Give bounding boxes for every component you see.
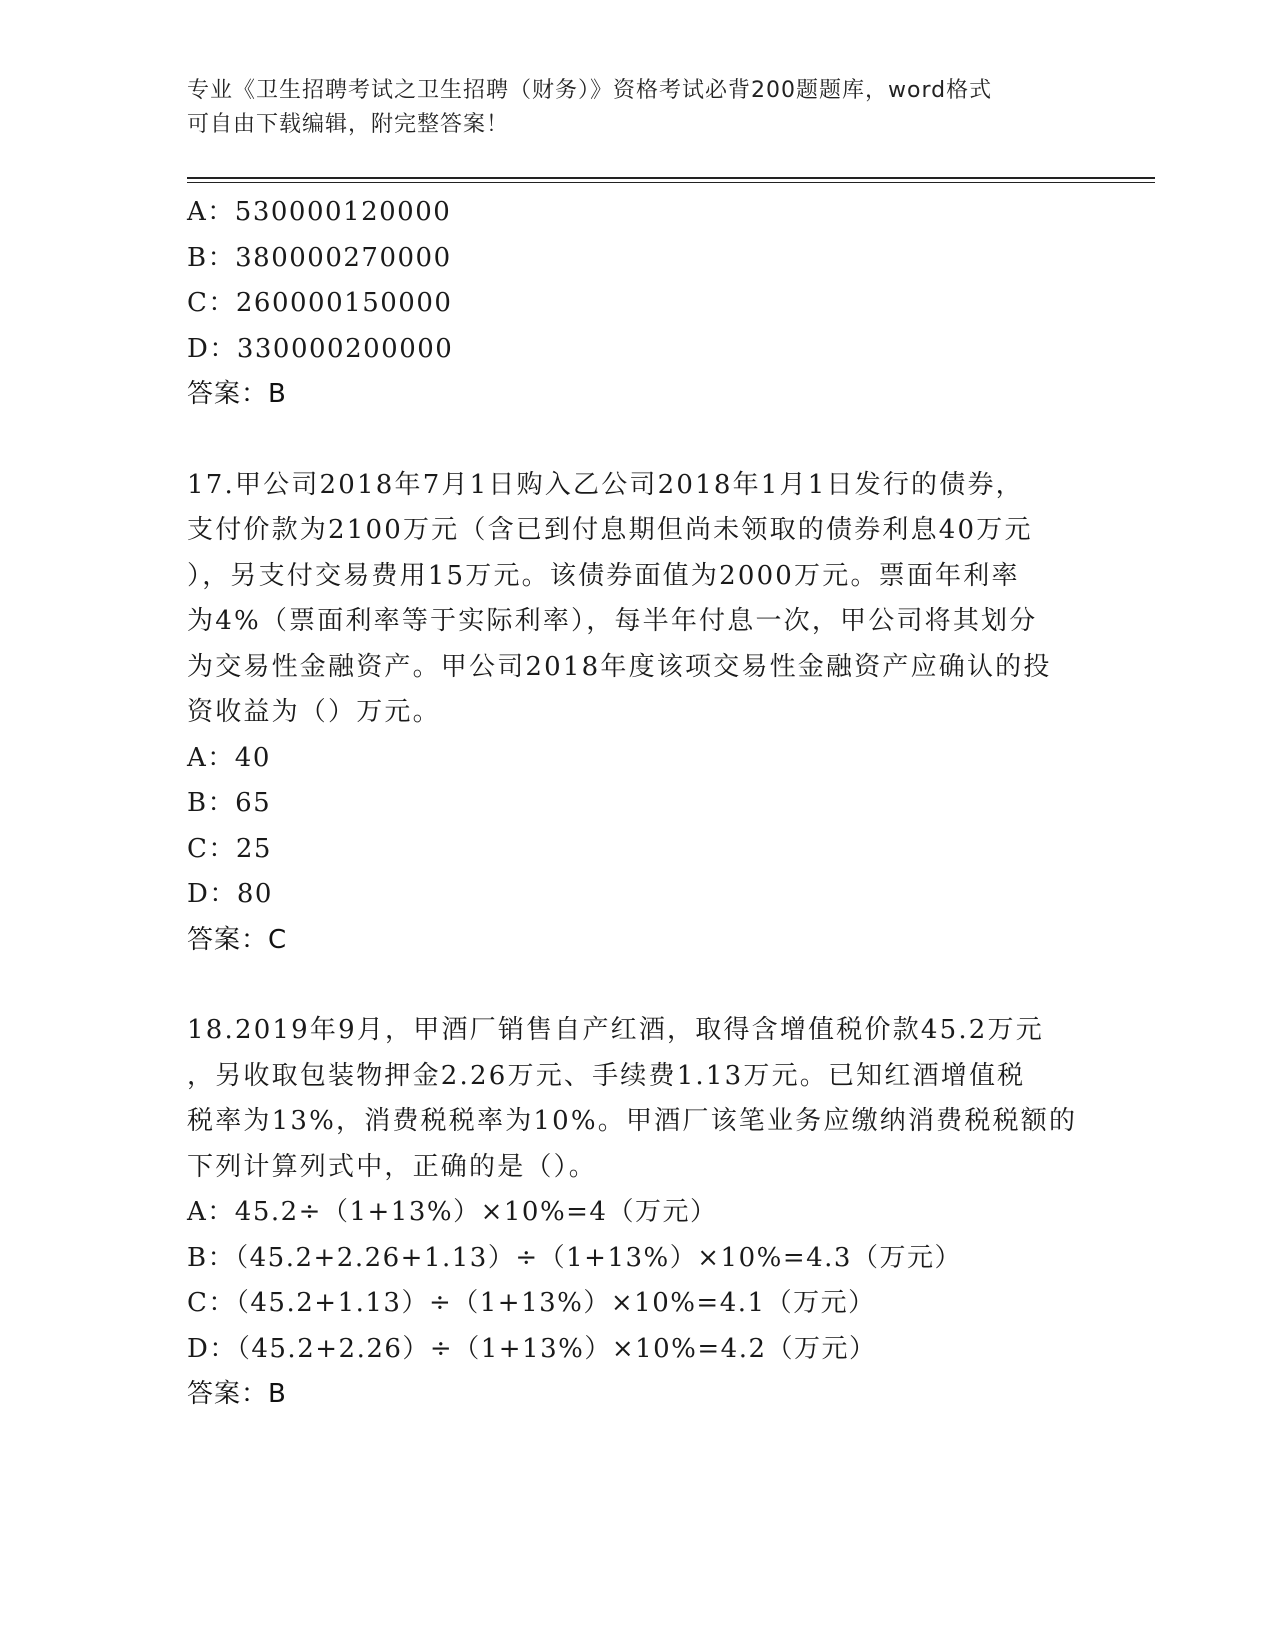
answer-label: 答案：C — [187, 924, 288, 955]
question-text-line: 资收益为（）万元。 — [187, 697, 441, 727]
page-header — [187, 74, 1067, 142]
option-c: C：25 — [187, 833, 272, 864]
option-d: D：（45.2+2.26）÷（1+13%）×10%=4.2（万元） — [187, 1333, 877, 1364]
question-text-line: 为交易性金融资产。甲公司2018年度该项交易性金融资产应确认的投 — [187, 651, 1052, 682]
question-text-line: 为4%（票面利率等于实际利率），每半年付息一次，甲公司将其划分 — [187, 606, 1038, 636]
option-d: D：330000200000 — [187, 333, 454, 364]
option-d: D：80 — [187, 879, 273, 909]
question-text-line: 18.2019年9月，甲酒厂销售自产红酒，取得含增值税价款45.2万元 — [187, 1015, 1044, 1045]
option-b: B：65 — [187, 788, 272, 818]
question-text-line: ），另支付交易费用15万元。该债券面值为2000万元。票面年利率 — [187, 560, 1020, 591]
question-text-line: 17.甲公司2018年7月1日购入乙公司2018年1月1日发行的债券， — [187, 469, 1024, 500]
question-text-line: 税率为13%，消费税税率为10%。甲酒厂该笔业务应缴纳消费税税额的 — [187, 1106, 1078, 1136]
question-17 — [187, 463, 1087, 964]
header-title-line-1: 专业《卫生招聘考试之卫生招聘（财务）》资格考试必背200题题库，word格式 — [187, 78, 993, 103]
answer-label: 答案：B — [187, 379, 287, 409]
option-b: B：（45.2+2.26+1.13）÷（1+13%）×10%=4.3（万元） — [187, 1242, 962, 1273]
question-16 — [187, 190, 1087, 418]
option-a: A：45.2÷（1+13%）×10%=4（万元） — [187, 1197, 718, 1227]
question-text-line: 支付价款为2100万元（含已到付息期但尚未领取的债券利息40万元 — [187, 515, 1033, 545]
spacer — [187, 418, 1087, 463]
option-a: A：40 — [187, 742, 271, 773]
question-text-line: 下列计算列式中，正确的是（）。 — [187, 1151, 598, 1182]
option-b: B：380000270000 — [187, 242, 452, 273]
answer-label: 答案：B — [187, 1379, 287, 1409]
spacer — [187, 963, 1087, 1008]
header-divider-thick — [187, 177, 1155, 179]
header-title-line-2: 可自由下载编辑，附完整答案！ — [187, 112, 510, 137]
header-divider-thin — [187, 182, 1155, 183]
option-a: A：530000120000 — [187, 197, 452, 227]
question-18 — [187, 1008, 1087, 1418]
document-body — [187, 190, 1087, 1418]
question-text-line: ，另收取包装物押金2.26万元、手续费1.13万元。已知红酒增值税 — [187, 1060, 1026, 1091]
option-c: C：（45.2+1.13）÷（1+13%）×10%=4.1（万元） — [187, 1288, 876, 1318]
option-c: C：260000150000 — [187, 288, 453, 318]
